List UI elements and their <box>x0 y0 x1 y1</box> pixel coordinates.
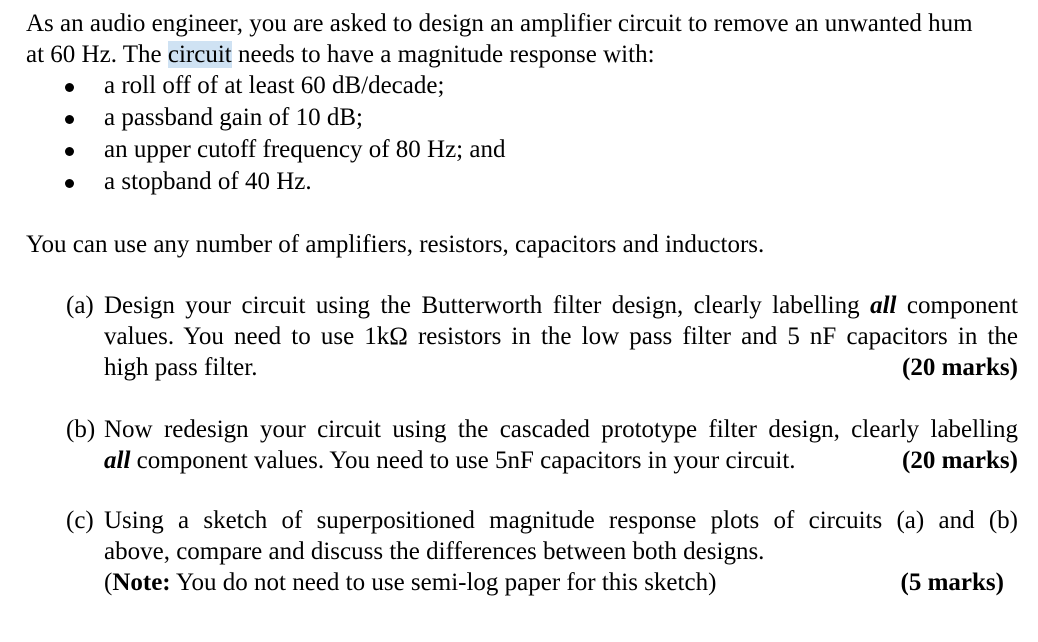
question-c-marks: (5 marks) <box>900 569 1004 596</box>
intro-line-2 <box>26 39 1026 70</box>
requirements-list <box>26 70 1026 198</box>
question-a-line-1 <box>104 290 1018 321</box>
question-a-line-1-start: Design your circuit using the Butterworth filter design, clearly labelling <box>104 292 871 319</box>
question-a-emphasis: all <box>870 292 897 319</box>
question-b-line-1: Now redesign your circuit using the cascaded prototype filter design, clearly labelling <box>104 416 1018 443</box>
components-note: You can use any number of amplifiers, resistors, capacitors and inductors. <box>26 231 765 258</box>
intro-line-1: As an audio engineer, you are asked to design an amplifier circuit to remove an unwanted hum <box>26 10 973 37</box>
question-c <box>66 505 1018 598</box>
question-b-marks: (20 marks) <box>902 447 1018 474</box>
question-a-label: (a) <box>66 292 94 319</box>
question-b-line-2-end: component values. You need to use 5nF capacitors in your circuit. <box>130 447 796 474</box>
question-b <box>66 414 1018 476</box>
intro-line-2-start: at 60 Hz. The <box>26 41 168 68</box>
question-c-label: (c) <box>66 507 94 534</box>
question-a-line-1-end: component <box>896 292 1018 319</box>
question-c-note-text: You do not need to use semi-log paper for this sketch) <box>170 569 717 596</box>
question-a <box>66 290 1018 383</box>
question-b-emphasis: all <box>104 447 131 474</box>
question-c-line-1: Using a sketch of superpositioned magnitude response plots of circuits (a) and (b) <box>104 507 1018 534</box>
question-a-line-2: values. You need to use 1kΩ resistors in the low pass filter and 5 nF capacitors in the <box>104 323 1018 350</box>
question-b-label: (b) <box>66 416 96 443</box>
requirement-item: an upper cutoff frequency of 80 Hz; and <box>26 134 1026 166</box>
requirement-item: a passband gain of 10 dB; <box>26 102 1026 134</box>
requirement-item: a roll off of at least 60 dB/decade; <box>26 70 1026 102</box>
question-a-line-3: high pass filter. <box>104 354 258 381</box>
question-a-marks: (20 marks) <box>902 354 1018 381</box>
question-c-line-2: above, compare and discuss the differences between both designs. <box>104 538 765 565</box>
intro-line-2-end: needs to have a magnitude response with: <box>231 41 655 68</box>
question-c-paren-open: ( <box>104 569 113 596</box>
question-b-line-2 <box>104 445 796 476</box>
selected-word-highlight[interactable]: circuit <box>167 41 232 68</box>
question-c-line-3 <box>104 567 716 598</box>
question-c-note-label: Note: <box>112 569 171 596</box>
intro-section <box>26 8 1026 198</box>
requirement-item: a stopband of 40 Hz. <box>26 166 1026 198</box>
